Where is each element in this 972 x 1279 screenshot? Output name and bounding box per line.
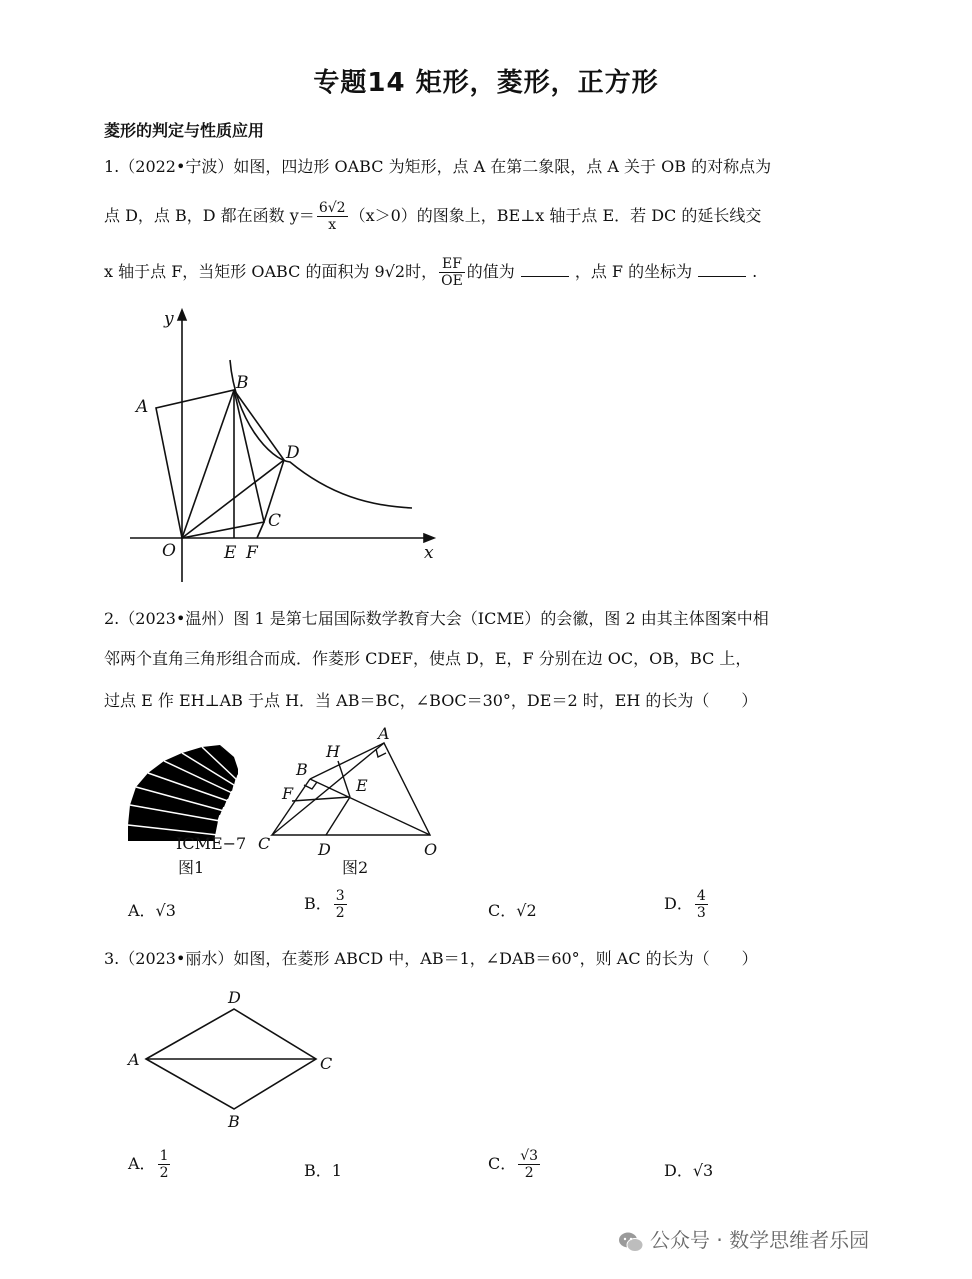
q2-option-b-num: 3: [335, 888, 345, 904]
q1-fraction-6root2-over-x: [317, 200, 348, 233]
segment-bo: [310, 779, 430, 835]
segment-fe: [292, 797, 350, 801]
q2-figures: [126, 725, 446, 885]
q1-fraction2-denominator: OE: [441, 273, 463, 289]
q1-line3-text-a: x 轴于点 F，当矩形 OABC 的面积为 9√2时，: [104, 262, 438, 281]
q1-line2: [104, 200, 761, 233]
q3-option-c-fraction: [518, 1148, 540, 1181]
q3-option-a-fraction: [158, 1148, 171, 1181]
icme-logo-text: ICME−7: [176, 834, 247, 853]
q1-answer-blank-2[interactable]: [698, 262, 746, 277]
q1-fraction-numerator: 6√2: [318, 200, 346, 216]
q3-option-d[interactable]: D．√3: [664, 1161, 714, 1180]
q3-option-a-num: 1: [159, 1148, 169, 1164]
q1-figure: [120, 300, 460, 590]
q3-figure: [120, 985, 350, 1135]
q1-line2-text-b: （x＞0）的图象上，BE⊥x 轴于点 E．若 DC 的延长线交: [349, 206, 762, 225]
q2-option-b-label: B．: [304, 894, 332, 913]
fig2-label-d: D: [318, 840, 331, 859]
q3-label-b: B: [228, 1112, 240, 1131]
label-x: x: [424, 543, 434, 563]
segment-ed: [326, 797, 350, 835]
fig1-caption: 图1: [178, 858, 205, 877]
q1-fraction2-numerator: EF: [439, 256, 465, 273]
page-title: 专题14 矩形，菱形，正方形: [313, 68, 659, 98]
q3-option-c-num: √3: [520, 1148, 539, 1164]
fig2-diagram: [272, 743, 430, 835]
watermark-text: 公众号 · 数学思维者乐园: [650, 1228, 870, 1252]
q2-option-d-den: 3: [696, 905, 706, 921]
q1-fraction-denominator: x: [328, 217, 337, 233]
wechat-icon: [618, 1231, 644, 1253]
q2-line1: 2.（2023•温州）图 1 是第七届国际数学教育大会（ICME）的会徽，图 2 由其主体图案中相: [104, 609, 769, 628]
label-f: F: [246, 543, 258, 563]
hyperbola-curve: [230, 360, 412, 508]
fig2-label-c: C: [258, 834, 271, 853]
fig2-label-e: E: [356, 776, 368, 795]
q3-option-b[interactable]: B．1: [304, 1161, 342, 1180]
q1-line1: 1.（2022•宁波）如图，四边形 OABC 为矩形，点 A 在第二象限，点 A 关于 OB 的对称点为: [104, 157, 772, 176]
fig2-label-f: F: [282, 784, 294, 803]
label-y: y: [164, 309, 174, 329]
watermark: [618, 1224, 869, 1253]
q3-label-d: D: [228, 988, 241, 1007]
q3-option-c-label: C．: [488, 1154, 517, 1173]
fig2-caption: 图2: [342, 858, 369, 877]
q3-label-a: A: [128, 1050, 140, 1069]
q2-option-b-den: 2: [335, 905, 345, 921]
right-angle-b: [304, 782, 317, 789]
segment-cf: [257, 522, 264, 538]
q1-line3-text-d: .: [752, 262, 758, 281]
label-b: B: [236, 373, 249, 393]
q2-option-b[interactable]: [304, 888, 349, 921]
x-axis-arrow: [424, 534, 434, 542]
fig2-label-b: B: [296, 760, 308, 779]
q3-option-c-den: 2: [524, 1165, 534, 1181]
q1-line2-text-a: 点 D，点 B，D 都在函数 y＝: [104, 206, 315, 225]
q3-option-a-label: A．: [128, 1154, 156, 1173]
q2-option-b-fraction: [334, 888, 347, 921]
q2-option-d-fraction: [695, 888, 708, 921]
q2-option-d-num: 4: [696, 888, 706, 904]
section-heading: 菱形的判定与性质应用: [104, 121, 265, 140]
segment-ob: [182, 390, 234, 538]
label-c: C: [268, 511, 282, 531]
label-d: D: [286, 443, 300, 463]
q2-line2: 邻两个直角三角形组合而成．作菱形 CDEF，使点 D，E，F 分别在边 OC，OB，BC 上，: [104, 649, 752, 668]
fig2-label-h: H: [326, 742, 340, 761]
q3-option-c[interactable]: [488, 1148, 542, 1181]
outer-shape: [272, 743, 430, 835]
q2-option-a[interactable]: A．√3: [128, 901, 176, 920]
q1-answer-blank-1[interactable]: [521, 262, 569, 277]
y-axis-arrow: [178, 310, 186, 320]
right-angle-a: [376, 749, 386, 757]
q2-option-c[interactable]: C．√2: [488, 901, 537, 920]
q2-option-d-label: D．: [664, 894, 693, 913]
fig2-label-o: O: [424, 840, 438, 859]
label-e: E: [224, 543, 237, 563]
q1-line3-text-c: ，点 F 的坐标为: [574, 262, 693, 281]
q1-line3: [104, 256, 757, 289]
q2-line3: 过点 E 作 EH⊥AB 于点 H．当 AB＝BC，∠BOC＝30°，DE＝2 时，EH 的长为（ ）: [104, 691, 758, 710]
q3-option-a[interactable]: [128, 1148, 172, 1181]
q1-line3-text-b: 的值为: [466, 262, 515, 281]
q3-line1: 3.（2023•丽水）如图，在菱形 ABCD 中，AB＝1，∠DAB＝60°，则 AC 的长为（ ）: [104, 949, 758, 968]
label-o: O: [162, 541, 176, 561]
label-a: A: [136, 397, 149, 417]
q1-fraction-ef-over-oe: [439, 256, 465, 289]
q2-option-d[interactable]: [664, 888, 710, 921]
fig2-label-a: A: [378, 725, 390, 743]
q3-label-c: C: [320, 1054, 333, 1073]
q3-option-a-den: 2: [159, 1165, 169, 1181]
